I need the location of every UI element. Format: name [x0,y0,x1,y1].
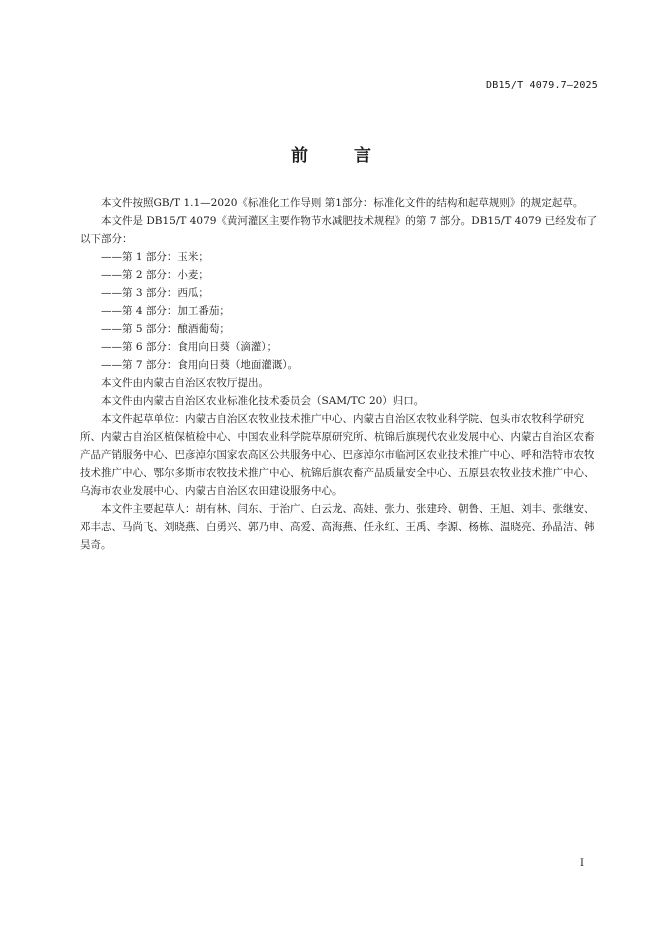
foreword-body [80,194,600,554]
paragraph-managed: 本文件由内蒙古自治区农业标准化技术委员会（SAM/TC 20）归口。 [101,395,425,407]
list-item: ——第 1 部分：玉米； [101,251,209,263]
paragraph-drafting-units: 本文件起草单位：内蒙古自治区农牧业技术推广中心、内蒙古自治区农牧业科学院、包头市农牧科学研究所、内蒙古自治区植保植检中心、中国农业科学院草原研究所、杭锦后旗现代农业发展中心、内蒙古自治区农畜产品产销服务中心、巴彦淖尔国家农高区公共服务中心、巴彦淖尔市临河区农业技术推广中心、呼和浩特市农牧技术推广中心、鄂尔多斯市农牧技术推广中心、杭锦后旗农畜产品质量安全中心、五原县农牧业技术推广中心、乌海市农业发展中心、内蒙古自治区农田建设服务中心。 [80,413,595,497]
document-code: DB15/T 4079.7—2025 [486,80,598,91]
paragraph-series: 本文件是 DB15/T 4079《黄河灌区主要作物节水减肥技术规程》的第 7 部分。DB15/T 4079 已经发布了以下部分： [80,215,598,245]
page-number: I [580,858,584,869]
paragraph-proposed: 本文件由内蒙古自治区农牧厅提出。 [101,377,269,389]
page-title: 前 言 [291,146,391,166]
list-item: ——第 4 部分：加工番茄； [101,305,230,317]
paragraph-basis: 本文件按照GB/T 1.1—2020《标准化工作导则 第1部分：标准化文件的结构和起草规则》的规定起草。 [101,197,584,209]
list-item: ——第 5 部分：酿酒葡萄； [101,323,230,335]
parts-list [80,248,600,374]
list-item: ——第 7 部分：食用向日葵（地面灌溉）。 [101,359,299,371]
list-item: ——第 3 部分：西瓜； [101,287,209,299]
paragraph-drafters: 本文件主要起草人：胡有林、闫东、于治广、白云龙、高娃、张力、张建玲、朝鲁、王旭、刘丰、张继安、邓丰志、马尚飞、刘晓燕、白勇兴、郭乃申、高爱、高海燕、任永红、王禹、李源、杨栋、温晓亮、孙晶洁、韩昊奇。 [80,503,595,551]
list-item: ——第 6 部分：食用向日葵（滴灌）； [101,341,278,353]
list-item: ——第 2 部分：小麦； [101,269,209,281]
